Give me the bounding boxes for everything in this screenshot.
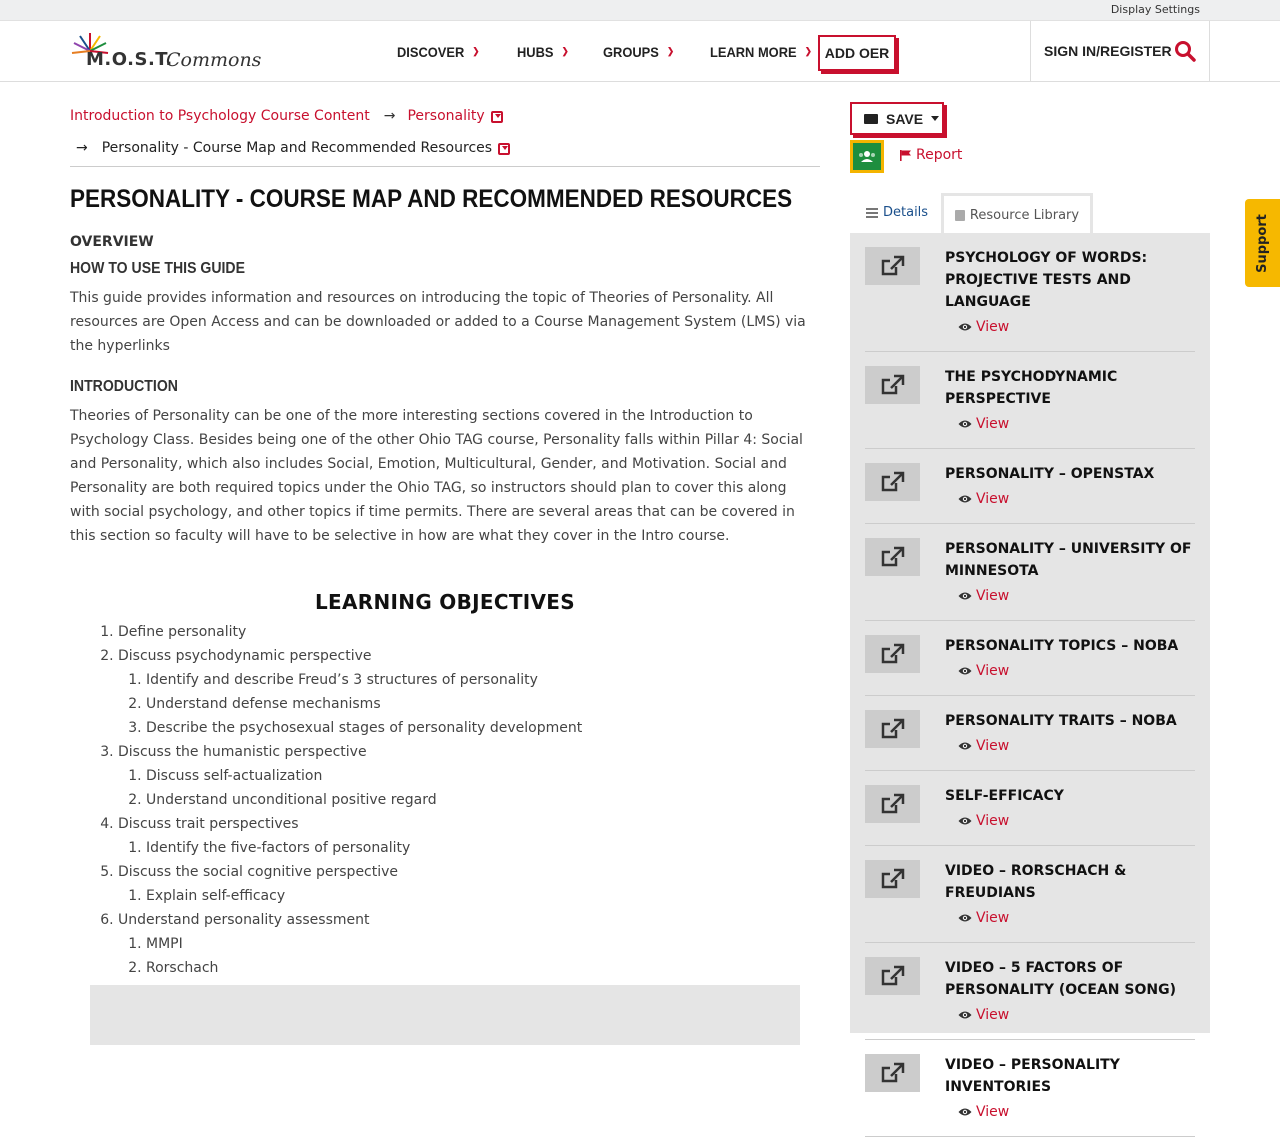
view-link[interactable]: View: [958, 738, 1195, 754]
external-link-icon[interactable]: [865, 463, 920, 501]
objective-item: 1. Define personality: [118, 620, 820, 644]
resource-title[interactable]: PERSONALITY – OPENSTAX: [945, 466, 1155, 482]
breadcrumb: [70, 108, 820, 124]
view-link[interactable]: View: [958, 588, 1195, 604]
caret-square-down-icon[interactable]: [498, 143, 510, 155]
sub-objective-item: 3. Describe the psychosexual stages of personality development: [146, 716, 820, 740]
learning-objectives-list: [118, 620, 820, 980]
chevron-down-icon: ❯: [667, 46, 674, 56]
nav-groups[interactable]: GROUPS ❯: [602, 43, 674, 60]
save-button[interactable]: SAVE: [850, 102, 944, 135]
google-classroom-icon[interactable]: [850, 140, 884, 173]
resource-title[interactable]: VIDEO – PERSONALITY INVENTORIES: [945, 1057, 1120, 1095]
external-link-icon[interactable]: [865, 247, 920, 285]
eye-icon: [958, 494, 972, 504]
tab-details[interactable]: Details: [866, 205, 928, 220]
objective-item: 4. Discuss trait perspectives 1. Identify the five-factors of personality: [118, 812, 820, 860]
sub-objective-item: 1. Identify and describe Freud’s 3 structures of personality: [146, 668, 820, 692]
eye-icon: [958, 816, 972, 826]
resource-item: [865, 943, 1195, 1040]
sidebar-tabs: [850, 193, 1210, 234]
how-to-use-heading: HOW TO USE THIS GUIDE: [70, 260, 245, 277]
resource-library-list: [850, 233, 1210, 1120]
chevron-down-icon: ❯: [472, 46, 480, 56]
sub-objective-item: 1. Identify the five-factors of personality: [146, 836, 820, 860]
chevron-down-icon: ❯: [561, 46, 569, 56]
breadcrumb-arrow: →: [383, 108, 396, 124]
sign-in-register-link[interactable]: SIGN IN/REGISTER: [1044, 43, 1172, 59]
account-area: [1030, 21, 1210, 82]
main-navbar: [0, 21, 1280, 82]
external-link-icon[interactable]: [865, 957, 920, 995]
breadcrumb-arrow: →: [76, 140, 88, 156]
resource-item: [865, 352, 1195, 449]
list-icon: [866, 208, 878, 218]
resource-item: [865, 524, 1195, 621]
eye-icon: [958, 419, 972, 429]
sub-objective-item: 1. MMPI: [146, 932, 820, 956]
external-link-icon[interactable]: [865, 635, 920, 673]
nav-hubs[interactable]: HUBS ❯: [516, 43, 569, 60]
resource-title[interactable]: VIDEO – 5 FACTORS OF PERSONALITY (OCEAN SONG): [945, 960, 1176, 998]
overview-label: OVERVIEW: [70, 234, 154, 250]
tab-resource-library[interactable]: Resource Library: [941, 193, 1093, 234]
logo-text-commons: Commons: [166, 49, 262, 71]
introduction-text: Theories of Personality can be one of the more interesting sections covered in the Introduction to Psychology Class. Besides being one of the other Ohio TAG course, Personality falls within Pillar 4: Social and Personality, which also includes Social, Emotion, Multicultural, Gender, and Motivation. Social and Personality are both required topics under the Ohio TAG, so instructors should plan to cover this along with social psychology, and other topics if time permits. There are several areas that can be covered in this section so faculty will have to be selective in how are what they cover in the Intro course.: [70, 408, 803, 544]
objective-item: 3. Discuss the humanistic perspective 1. Discuss self-actualization 2. Understand unconditional positive regard: [118, 740, 820, 812]
introduction-heading: INTRODUCTION: [70, 378, 178, 395]
logo-text: M.O.S.T.: [86, 49, 173, 70]
view-link[interactable]: View: [958, 910, 1195, 926]
report-link[interactable]: Report: [900, 147, 962, 163]
resource-item: [865, 696, 1195, 771]
view-link[interactable]: View: [958, 416, 1195, 432]
external-link-icon[interactable]: [865, 1054, 920, 1092]
eye-icon: [958, 913, 972, 923]
sub-objective-item: 1. Explain self-efficacy: [146, 884, 820, 908]
eye-icon: [958, 591, 972, 601]
external-link-icon[interactable]: [865, 366, 920, 404]
eye-icon: [958, 1107, 972, 1117]
external-link-icon[interactable]: [865, 710, 920, 748]
display-settings-link[interactable]: Display Settings: [1110, 3, 1200, 16]
resource-item: [865, 621, 1195, 696]
resource-item: [865, 1040, 1195, 1137]
breadcrumb-item-personality[interactable]: Personality: [407, 108, 485, 124]
chevron-down-icon: ❯: [805, 46, 812, 56]
external-link-icon[interactable]: [865, 785, 920, 823]
add-oer-button[interactable]: ADD OER: [818, 35, 896, 71]
sub-objective-item: 2. Rorschach: [146, 956, 820, 980]
view-link[interactable]: View: [958, 663, 1195, 679]
view-link[interactable]: View: [958, 813, 1195, 829]
top-utility-bar: [0, 0, 1280, 21]
eye-icon: [958, 1010, 972, 1020]
breadcrumb-item-course-content[interactable]: Introduction to Psychology Course Content: [70, 108, 370, 124]
resource-title[interactable]: VIDEO – RORSCHACH & FREUDIANS: [945, 863, 1127, 901]
content-footer-box: [90, 985, 800, 1045]
most-commons-logo[interactable]: [70, 31, 262, 71]
folder-open-icon: [864, 114, 878, 124]
sub-objective-item: 2. Understand unconditional positive regard: [146, 788, 820, 812]
primary-nav: [397, 21, 851, 82]
eye-icon: [958, 322, 972, 332]
external-link-icon[interactable]: [865, 860, 920, 898]
resource-title[interactable]: PERSONALITY TOPICS – NOBA: [945, 638, 1179, 654]
eye-icon: [958, 666, 972, 676]
view-link[interactable]: View: [958, 319, 1195, 335]
resource-title[interactable]: PERSONALITY – UNIVERSITY OF MINNESOTA: [945, 541, 1192, 579]
search-icon[interactable]: [1174, 40, 1196, 62]
view-link[interactable]: View: [958, 1007, 1195, 1023]
support-tab[interactable]: Support: [1245, 199, 1280, 287]
caret-square-down-icon[interactable]: [491, 111, 503, 123]
resource-title[interactable]: SELF-EFFICACY: [945, 788, 1064, 804]
view-link[interactable]: View: [958, 1104, 1195, 1120]
learning-objectives-heading: LEARNING OBJECTIVES: [315, 590, 575, 614]
view-link[interactable]: View: [958, 491, 1195, 507]
sub-objective-item: 1. Discuss self-actualization: [146, 764, 820, 788]
objective-item: 6. Understand personality assessment 1. MMPI 2. Rorschach: [118, 908, 820, 980]
nav-discover[interactable]: DISCOVER ❯: [397, 43, 480, 60]
flag-icon: [900, 150, 912, 161]
main-content: [70, 82, 820, 980]
resource-title[interactable]: PSYCHOLOGY OF WORDS: PROJECTIVE TESTS AND LANGUAGE: [945, 250, 1148, 310]
eye-icon: [958, 741, 972, 751]
breadcrumb-current: [70, 140, 820, 167]
caret-down-icon: [931, 116, 939, 121]
resource-item: [865, 233, 1195, 352]
page-title: PERSONALITY - COURSE MAP AND RECOMMENDED RESOURCES: [70, 185, 793, 213]
nav-learn-more[interactable]: LEARN MORE ❯: [710, 43, 812, 60]
resource-title[interactable]: PERSONALITY TRAITS – NOBA: [945, 713, 1177, 729]
resource-title[interactable]: THE PSYCHODYNAMIC PERSPECTIVE: [945, 369, 1118, 407]
resource-item: [865, 449, 1195, 524]
how-to-use-text: This guide provides information and resources on introducing the topic of Theories of Personality. All resources are Open Access and can be downloaded or added to a Course Management System (LMS) via the hyperlinks: [70, 290, 806, 354]
breadcrumb-item-current: Personality - Course Map and Recommended Resources: [101, 140, 493, 156]
book-icon: [955, 210, 965, 221]
sub-objective-item: 2. Understand defense mechanisms: [146, 692, 820, 716]
objective-item: 5. Discuss the social cognitive perspective 1. Explain self-efficacy: [118, 860, 820, 908]
resource-item: [865, 846, 1195, 943]
external-link-icon[interactable]: [865, 538, 920, 576]
resource-item: [865, 771, 1195, 846]
objective-item: 2. Discuss psychodynamic perspective 1. Identify and describe Freud’s 3 structures of personality 2. Understand defense mechanisms 3. Describe the psychosexual stages of personality development: [118, 644, 820, 740]
